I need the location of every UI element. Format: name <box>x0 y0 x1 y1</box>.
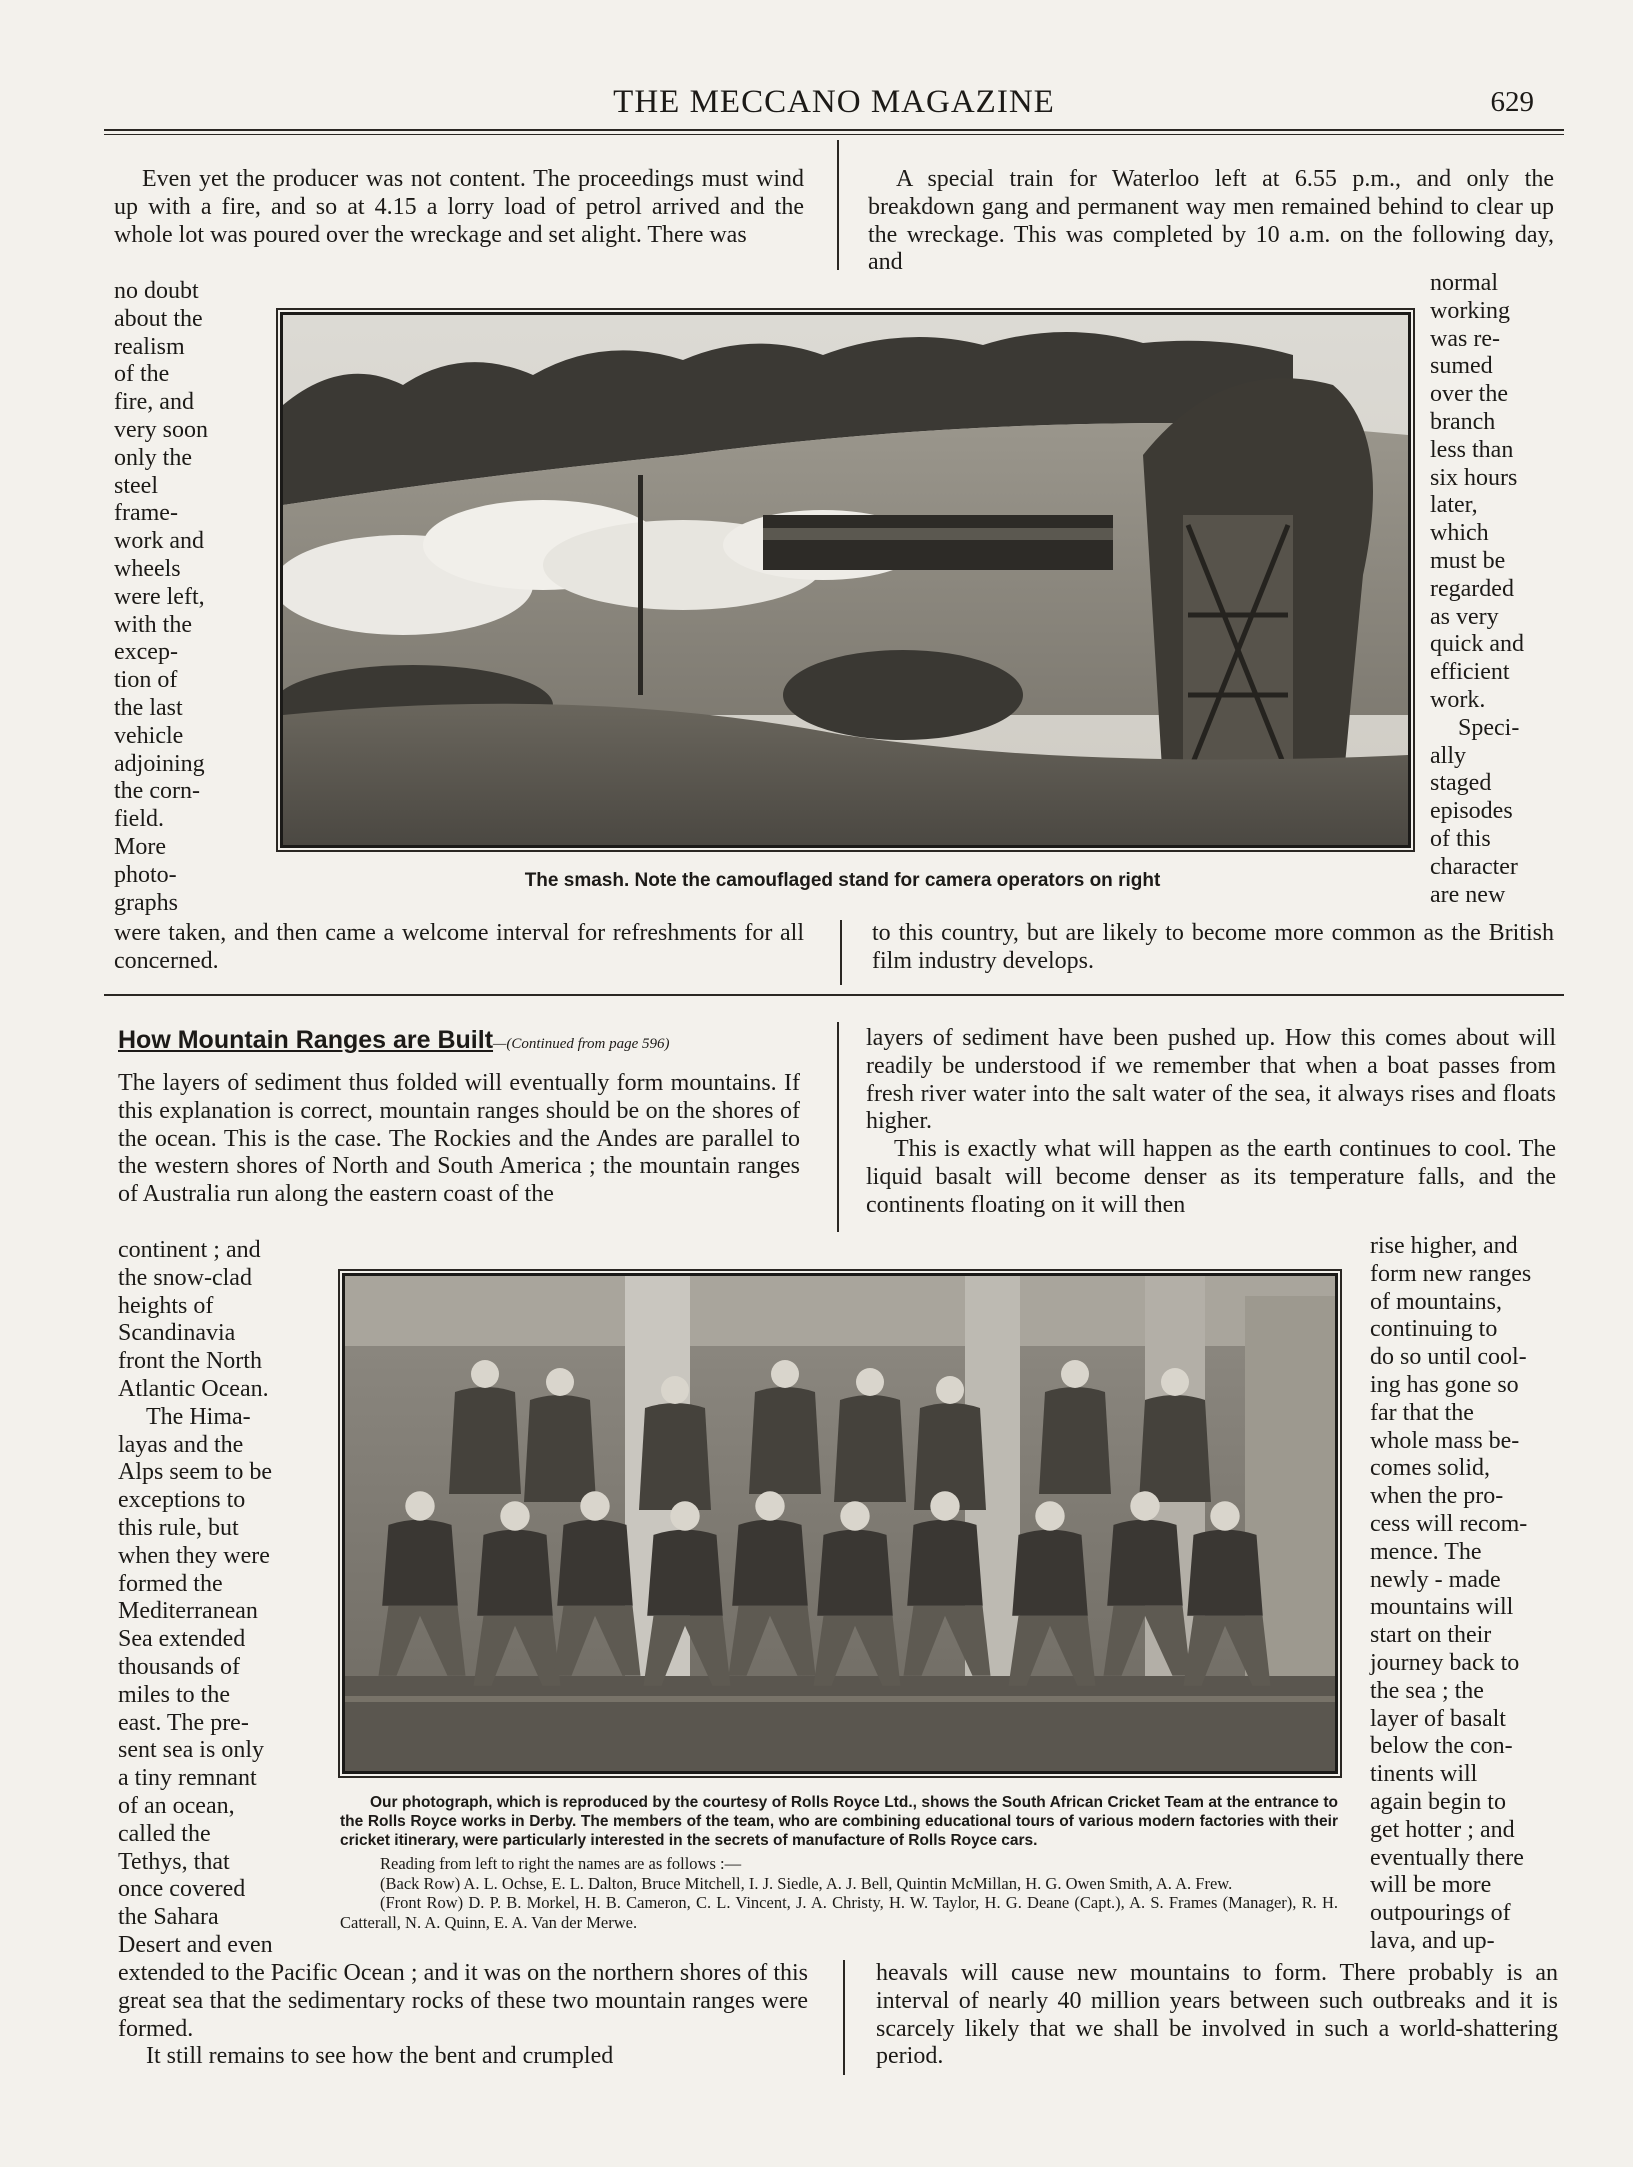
wrap-line: front the North <box>118 1348 262 1375</box>
header-rule <box>104 129 1564 131</box>
wrap-line: More <box>114 833 166 860</box>
wrap-line: episodes <box>1430 798 1513 825</box>
wrap-line: below the con- <box>1370 1733 1513 1760</box>
wrap-line: exceptions to <box>118 1487 246 1514</box>
wrap-line: character <box>1430 853 1518 880</box>
wrap-line: fire, and <box>114 389 194 416</box>
wrap-line: east. The pre- <box>118 1709 249 1736</box>
wrap-line: efficient <box>1430 659 1510 686</box>
wrap-line: Tethys, that <box>118 1848 230 1875</box>
front-row-names: (Front Row) D. P. B. Morkel, H. B. Cameron, C. L. Vincent, J. A. Christy, H. W. Taylor, H. G. Deane (Capt.), A. S. Frames (Manager), R. H. Catterall, N. A. Quinn, E. A. Van der Merwe. <box>340 1893 1338 1932</box>
wrap-line: of an ocean, <box>118 1792 235 1819</box>
article1-bottom-right: to this country, but are likely to become more common as the British film industry develops. <box>872 920 1554 974</box>
wrap-line: working <box>1430 297 1510 324</box>
wrap-line: when the pro- <box>1370 1483 1504 1510</box>
wrap-line: realism <box>114 333 185 360</box>
wrap-line: the snow-clad <box>118 1264 252 1291</box>
paragraph: This is exactly what will happen as the earth continues to cool. The liquid basalt will become denser as its temperature falls, and the continents floating on it will then <box>866 1136 1556 1218</box>
wrap-line: photo- <box>114 861 177 888</box>
wrap-line: cess will recom- <box>1370 1510 1528 1537</box>
train-smash-photo <box>280 312 1411 848</box>
cricket-caption: Our photograph, which is reproduced by the courtesy of Rolls Royce Ltd., shows the South African Cricket Team at the entrance to the Rolls Royce works in Derby. The members of the team, who are combining educational tours of various modern factories with their cricket itinerary, were particularly interested in the secrets of manufacture of Rolls Royce cars. <box>340 1794 1338 1849</box>
column-divider <box>837 1022 839 1232</box>
wrap-line: miles to the <box>118 1681 230 1708</box>
article2-bottom-left <box>118 1960 808 2071</box>
paragraph: extended to the Pacific Ocean ; and it was on the northern shores of this great sea that the sedimentary rocks of these two mountain ranges were formed. <box>118 1960 808 2042</box>
wrap-line: start on their <box>1370 1622 1492 1649</box>
article1-right-wrap <box>1430 270 1554 909</box>
wrap-line: mence. The <box>1370 1538 1482 1565</box>
wrap-line: a tiny remnant <box>118 1765 257 1792</box>
column-divider <box>837 140 839 270</box>
article2-heading <box>118 1026 818 1055</box>
cricket-caption-block <box>340 1793 1338 1932</box>
column-divider <box>843 1960 845 2075</box>
wrap-line: the corn- <box>114 778 200 805</box>
article1-left-wrap <box>114 278 238 917</box>
article1-top-left: Even yet the producer was not content. The proceedings must wind up with a fire, and so at 4.15 a lorry load of petrol arrived and the whole lot was poured over the wreckage and set alight. There was <box>114 166 804 248</box>
wrap-line: Speci- <box>1458 714 1520 741</box>
names-intro: Reading from left to right the names are as follows :— <box>380 1854 742 1873</box>
wrap-line: once covered <box>118 1876 246 1903</box>
wrap-line: formed the <box>118 1570 223 1597</box>
wrap-line: Atlantic Ocean. <box>118 1375 269 1402</box>
wrap-line: the sea ; the <box>1370 1677 1484 1704</box>
paragraph: It still remains to see how the bent and crumpled <box>146 2043 614 2070</box>
article2-continued: —(Continued from page 596) <box>493 1036 670 1052</box>
wrap-line: layer of basalt <box>1370 1705 1506 1732</box>
wrap-line: vehicle <box>114 722 184 749</box>
wrap-line: sent sea is only <box>118 1737 264 1764</box>
article2-top-right <box>866 1025 1556 1220</box>
wrap-line: the last <box>114 694 183 721</box>
wrap-line: called the <box>118 1820 211 1847</box>
article2-title: How Mountain Ranges are Built <box>118 1026 494 1054</box>
wrap-line: thousands of <box>118 1653 240 1680</box>
wrap-line: tion of <box>114 667 178 694</box>
wrap-line: ally <box>1430 742 1466 769</box>
wrap-line: staged <box>1430 770 1492 797</box>
wrap-line: ing has gone so <box>1370 1371 1519 1398</box>
wrap-line: wheels <box>114 555 181 582</box>
wrap-line: work. <box>1430 686 1486 713</box>
wrap-line: tinents will <box>1370 1761 1478 1788</box>
paragraph: layers of sediment have been pushed up. How this comes about will readily be understood if we remember that when a boat passes from fresh river water into the salt water of the sea, it always rises and floats higher. <box>866 1025 1556 1135</box>
wrap-line: steel <box>114 472 158 499</box>
article1-top-right: A special train for Waterloo left at 6.55 p.m., and only the breakdown gang and permanent way men remained behind to clear up the wreckage. This was completed by 10 a.m. on the following day, and <box>868 166 1554 276</box>
wrap-line: with the <box>114 611 192 638</box>
wrap-line: get hotter ; and <box>1370 1816 1515 1843</box>
wrap-line: comes solid, <box>1370 1455 1490 1482</box>
column-divider <box>840 920 842 985</box>
article2-bottom-right: heavals will cause new mountains to form. There probably is an interval of nearly 40 million years between such outbreaks and it is scarcely likely that we shall be involved in such a world-shattering period. <box>876 1960 1558 2070</box>
wrap-line: Mediterranean <box>118 1598 258 1625</box>
wrap-line: over the <box>1430 381 1508 408</box>
wrap-line: frame- <box>114 500 178 527</box>
wrap-line: excep- <box>114 639 178 666</box>
wrap-line: rise higher, and <box>1370 1233 1518 1259</box>
wrap-line: do so until cool- <box>1370 1344 1527 1371</box>
wrap-line: lava, and up- <box>1370 1927 1495 1954</box>
train-smash-illustration <box>283 315 1408 845</box>
wrap-line: less than <box>1430 436 1514 463</box>
wrap-line: normal <box>1430 270 1498 296</box>
cricket-team-illustration <box>345 1276 1335 1771</box>
article2-top-left: The layers of sediment thus folded will eventually form mountains. If this explanation is correct, mountain ranges should be on the shores of the ocean. This is the case. The Rockies and the Andes are parallel to the western shores of North and South America ; the mountain ranges of Australia run along the eastern coast of the <box>118 1070 800 1208</box>
wrap-line: heights of <box>118 1292 214 1319</box>
wrap-line: of this <box>1430 825 1491 852</box>
page-number: 629 <box>1490 86 1534 118</box>
article2-right-wrap <box>1370 1233 1556 1956</box>
wrap-line: form new ranges <box>1370 1260 1532 1287</box>
wrap-line: far that the <box>1370 1399 1474 1426</box>
wrap-line: will be more <box>1370 1872 1492 1899</box>
wrap-line: when they were <box>118 1542 270 1569</box>
wrap-line: outpourings of <box>1370 1900 1511 1927</box>
wrap-line: of mountains, <box>1370 1288 1502 1315</box>
wrap-line: six hours <box>1430 464 1518 491</box>
wrap-line: as very <box>1430 603 1499 630</box>
wrap-line: are new <box>1430 881 1506 908</box>
train-smash-caption: The smash. Note the camouflaged stand for camera operators on right <box>524 870 1161 891</box>
wrap-line: sumed <box>1430 353 1493 380</box>
wrap-line: continuing to <box>1370 1316 1498 1343</box>
wrap-line: Sea extended <box>118 1626 246 1653</box>
wrap-line: branch <box>1430 408 1496 435</box>
wrap-line: must be <box>1430 547 1506 574</box>
wrap-line: Scandinavia <box>118 1320 236 1347</box>
back-row-names: (Back Row) A. L. Ochse, E. L. Dalton, Bruce Mitchell, I. J. Siedle, A. J. Bell, Quintin McMillan, H. G. Owen Smith, A. A. Frew. <box>380 1873 1233 1893</box>
wrap-line: regarded <box>1430 575 1514 602</box>
wrap-line: of the <box>114 361 170 388</box>
wrap-line: only the <box>114 444 192 471</box>
wrap-line: whole mass be- <box>1370 1427 1520 1454</box>
wrap-line: newly - made <box>1370 1566 1501 1593</box>
wrap-line: Desert and even <box>118 1931 273 1958</box>
wrap-line: very soon <box>114 416 208 443</box>
section-divider <box>104 994 1564 996</box>
header-rule-thin <box>104 134 1564 135</box>
wrap-line: field. <box>114 806 164 833</box>
wrap-line: graphs <box>114 889 178 916</box>
wrap-line: about the <box>114 305 203 332</box>
wrap-line: no doubt <box>114 278 199 304</box>
wrap-line: later, <box>1430 492 1478 519</box>
wrap-line: work and <box>114 528 204 555</box>
wrap-line: mountains will <box>1370 1594 1514 1621</box>
article1-bottom-left: were taken, and then came a welcome interval for refreshments for all concerned. <box>114 920 804 974</box>
wrap-line: this rule, but <box>118 1514 239 1541</box>
wrap-line: journey back to <box>1370 1649 1520 1676</box>
wrap-line: were left, <box>114 583 205 610</box>
magazine-title: THE MECCANO MAGAZINE <box>613 84 1055 120</box>
cricket-team-photo <box>342 1273 1338 1774</box>
wrap-line: eventually there <box>1370 1844 1524 1871</box>
wrap-line: Alps seem to be <box>118 1459 272 1486</box>
wrap-line: the Sahara <box>118 1904 219 1931</box>
wrap-line: adjoining <box>114 750 205 777</box>
wrap-line: continent ; and <box>118 1237 261 1263</box>
wrap-line: The Hima- <box>146 1403 251 1430</box>
wrap-line: again begin to <box>1370 1788 1506 1815</box>
wrap-line: which <box>1430 520 1489 547</box>
wrap-line: was re- <box>1430 325 1500 352</box>
page-header <box>104 84 1564 128</box>
wrap-line: quick and <box>1430 631 1524 658</box>
wrap-line: layas and the <box>118 1431 244 1458</box>
article2-left-wrap <box>118 1237 303 1960</box>
